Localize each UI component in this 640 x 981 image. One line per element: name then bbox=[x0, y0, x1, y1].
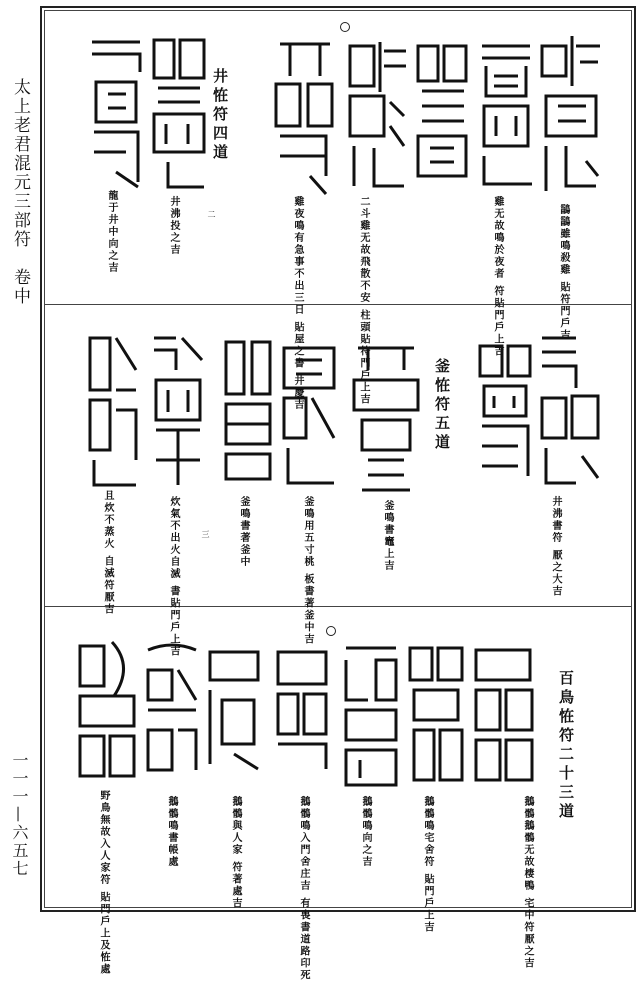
talisman-mid-1 bbox=[536, 328, 602, 488]
talisman-mid-2 bbox=[474, 336, 536, 486]
talisman-top-3 bbox=[412, 36, 472, 186]
section-divider-2 bbox=[44, 606, 632, 607]
talisman-mid-4 bbox=[278, 338, 340, 488]
note-mid: 三 bbox=[201, 530, 210, 538]
talisman-bot-7 bbox=[74, 636, 140, 786]
note-top: 二 bbox=[207, 210, 216, 218]
section-heading-pot: 釜恠符五道 bbox=[433, 358, 451, 453]
talisman-top-2 bbox=[476, 36, 536, 186]
book-title: 太上老君混元三部符 卷中 bbox=[10, 78, 30, 306]
talisman-mid-6 bbox=[148, 330, 208, 490]
caption-top-3: 二斗雞无故飛散不安 柱頭貼符門戶上吉 bbox=[358, 196, 369, 406]
caption-mid-5: 炊氣不出火自滅 書貼門戶上吉 bbox=[168, 496, 179, 658]
talisman-top-5 bbox=[270, 36, 340, 196]
caption-bot-1: 鵝鶻鵝鶻无故棲鴨 宅中符厭之吉 bbox=[522, 796, 533, 970]
caption-bot-4: 鵝鶻鳴入門舍庄吉 有喪書道路印死 bbox=[298, 796, 309, 981]
caption-top-5: 井沸投之吉 bbox=[168, 196, 179, 256]
caption-mid-4: 釜鳴書著釜中 bbox=[238, 496, 249, 568]
caption-mid-2: 釜鳴書竈上吉 bbox=[382, 500, 393, 572]
talisman-bot-1 bbox=[470, 640, 538, 790]
talisman-top-7 bbox=[86, 32, 146, 192]
caption-bot-6: 鵝鶻鳴書帳處 bbox=[166, 796, 177, 868]
caption-top-4: 雞夜鳴有急事不出三日 貼屋之書 井慶吉 bbox=[292, 196, 303, 411]
section-divider-1 bbox=[44, 304, 632, 305]
caption-bot-2: 鵝鶻鳴宅舍符 貼門戶上吉 bbox=[422, 796, 433, 934]
caption-top-2: 雞无故鳴於夜者 符貼門戶上吉 bbox=[492, 196, 503, 358]
talisman-mid-5 bbox=[220, 334, 276, 484]
talisman-bot-3 bbox=[340, 640, 402, 790]
caption-mid-6: 且炊不蒸火 自滅符厭吉 bbox=[102, 490, 113, 616]
talisman-bot-4 bbox=[272, 644, 332, 774]
section-heading-well: 井恠符四道 bbox=[211, 68, 229, 163]
page-number: 一一一—六五七 bbox=[10, 752, 29, 878]
caption-bot-7: 野鳥無故入人家符 貼門戶上及恠處 bbox=[98, 790, 109, 976]
talisman-bot-5 bbox=[204, 644, 264, 774]
circle-mark bbox=[340, 22, 350, 32]
talisman-mid-7 bbox=[84, 330, 142, 490]
caption-top-6: 龍于井中向之吉 bbox=[106, 190, 117, 274]
caption-mid-3: 釜鳴用五寸桃 板書著釜中吉 bbox=[302, 496, 313, 646]
talisman-bot-2 bbox=[404, 640, 468, 790]
talisman-top-6 bbox=[148, 32, 210, 192]
circle-mark-2 bbox=[326, 626, 336, 636]
caption-bot-3: 鵝鶻鳴向之吉 bbox=[360, 796, 371, 868]
section-heading-birds: 百鳥恠符二十三道 bbox=[557, 670, 575, 822]
talisman-mid-3 bbox=[348, 340, 424, 500]
talisman-bot-6 bbox=[142, 640, 202, 790]
caption-top-1: 鶅鶅雖鳴殺雞 貼符門戶吉 bbox=[558, 204, 569, 342]
caption-mid-1: 井沸書符 厭之大吉 bbox=[550, 496, 561, 598]
talisman-top-1 bbox=[536, 26, 606, 196]
talisman-top-4 bbox=[344, 36, 410, 196]
caption-bot-5: 鵝鶻與人家 符著處吉 bbox=[230, 796, 241, 910]
